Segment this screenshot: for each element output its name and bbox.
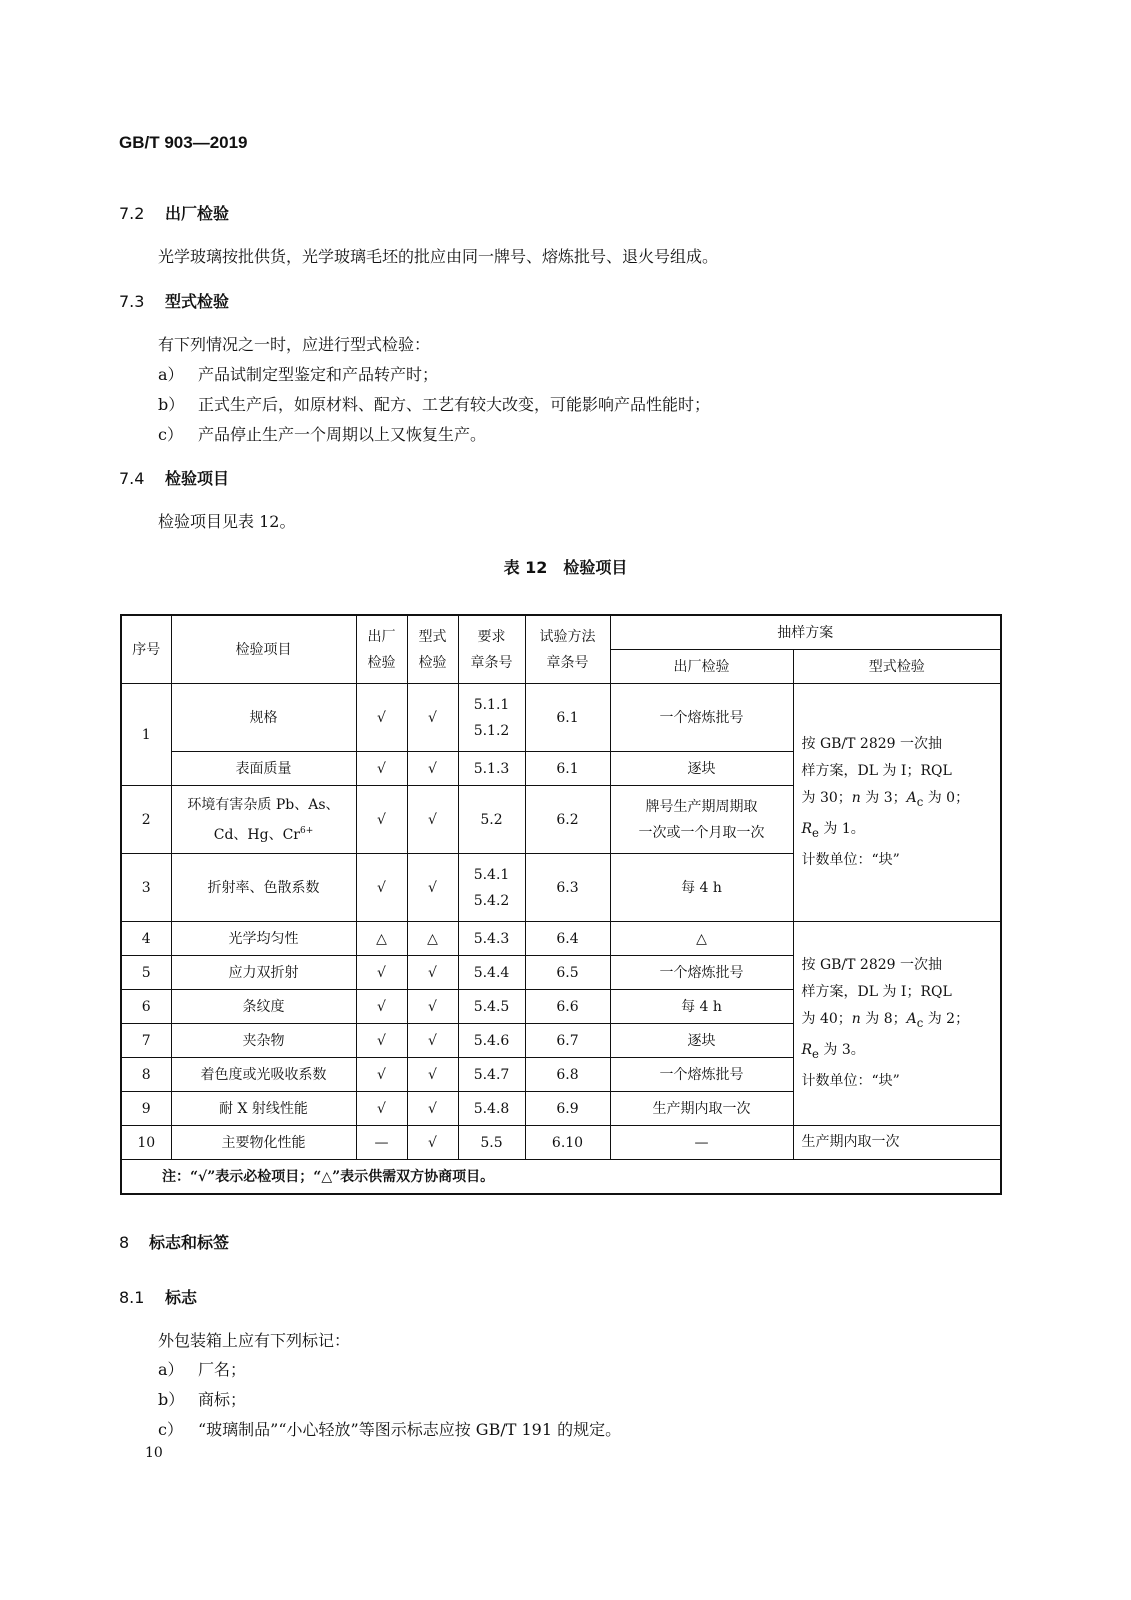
cell-seq: 9	[121, 1092, 171, 1126]
cell-factory: √	[356, 1058, 407, 1092]
cell-item: 光学均匀性	[171, 922, 356, 956]
list-item	[158, 1417, 621, 1440]
cell-item: 条纹度	[171, 990, 356, 1024]
cell-sampling-factory: 每 4 h	[610, 990, 793, 1024]
list-marker: b）	[158, 1390, 185, 1409]
cell-type: √	[407, 786, 458, 854]
sampling-plan-b: 按 GB/T 2829 一次抽 样方案，DL 为 Ⅰ；RQL 为 40；n 为 8；$A_c$ 为 2； $R_e$ 为 3。 计数单位：“块”	[793, 922, 1001, 1126]
cell-sampling-factory: △	[610, 922, 793, 956]
cell-requirement: 5.1.3	[458, 752, 525, 786]
section-7-4-heading	[119, 466, 229, 489]
cell-method: 6.10	[525, 1126, 610, 1160]
cell-method: 6.1	[525, 684, 610, 752]
cell-item: 耐 X 射线性能	[171, 1092, 356, 1126]
cell-type: √	[407, 684, 458, 752]
cell-type: √	[407, 854, 458, 922]
list-text: 产品试制定型鉴定和产品转产时；	[198, 365, 439, 384]
table-row	[121, 922, 1001, 956]
cell-type: √	[407, 1058, 458, 1092]
section-title: 检验项目	[165, 469, 230, 488]
cell-requirement: 5.4.6	[458, 1024, 525, 1058]
header-factory: 出厂 检验	[356, 615, 407, 684]
cell-seq: 2	[121, 786, 171, 854]
cell-requirement: 5.5	[458, 1126, 525, 1160]
standard-number: GB/T 903—2019	[119, 133, 248, 152]
cell-factory: √	[356, 1024, 407, 1058]
list-item	[158, 1357, 246, 1380]
cell-requirement: 5.4.5	[458, 990, 525, 1024]
section-7-4-text: 检验项目见表 12。	[158, 512, 296, 531]
cell-factory: √	[356, 854, 407, 922]
list-item	[158, 392, 710, 415]
cell-method: 6.9	[525, 1092, 610, 1126]
cell-seq: 6	[121, 990, 171, 1024]
cell-requirement: 5.1.1 5.1.2	[458, 684, 525, 752]
list-text: 厂名；	[198, 1360, 247, 1379]
cell-factory: √	[356, 786, 407, 854]
cell-sampling-factory: 生产期内取一次	[610, 1092, 793, 1126]
cell-sampling-factory: —	[610, 1126, 793, 1160]
cell-requirement: 5.4.7	[458, 1058, 525, 1092]
cell-item: 环境有害杂质 Pb、As、 Cd、Hg、$Cr^{6+}$	[171, 786, 356, 854]
cell-method: 6.7	[525, 1024, 610, 1058]
cell-requirement: 5.4.8	[458, 1092, 525, 1126]
cell-requirement: 5.4.3	[458, 922, 525, 956]
cell-sampling-factory: 牌号生产期周期取 一次或一个月取一次	[610, 786, 793, 854]
cell-sampling-factory: 一个熔炼批号	[610, 1058, 793, 1092]
cell-seq: 7	[121, 1024, 171, 1058]
section-number: 7.4	[119, 469, 145, 488]
table-row	[121, 1126, 1001, 1160]
cell-factory: √	[356, 752, 407, 786]
table-row	[121, 684, 1001, 752]
list-marker: c）	[158, 1420, 183, 1439]
inspection-items-table	[120, 614, 1002, 1195]
section-8-1-heading	[119, 1285, 197, 1308]
section-8-heading	[119, 1230, 229, 1253]
cell-requirement: 5.4.1 5.4.2	[458, 854, 525, 922]
cell-seq: 5	[121, 956, 171, 990]
cell-item: 应力双折射	[171, 956, 356, 990]
cell-factory: △	[356, 922, 407, 956]
list-text: 产品停止生产一个周期以上又恢复生产。	[198, 425, 487, 444]
section-7-3-heading	[119, 289, 229, 312]
cell-factory: √	[356, 684, 407, 752]
list-text: “玻璃制品”“小心轻放”等图示标志应按 GB/T 191 的规定。	[198, 1420, 622, 1439]
cell-factory: —	[356, 1126, 407, 1160]
table-note: 注：“√”表示必检项目；“△”表示供需双方协商项目。	[121, 1160, 1001, 1195]
cell-type: √	[407, 1092, 458, 1126]
page-number: 10	[145, 1445, 163, 1461]
cell-seq: 3	[121, 854, 171, 922]
list-item	[158, 422, 486, 445]
cell-item: 规格	[171, 684, 356, 752]
cell-item: 着色度或光吸收系数	[171, 1058, 356, 1092]
section-number: 7.2	[119, 204, 145, 223]
cell-factory: √	[356, 1092, 407, 1126]
cell-requirement: 5.2	[458, 786, 525, 854]
cell-method: 6.3	[525, 854, 610, 922]
cell-type: √	[407, 956, 458, 990]
list-item	[158, 1387, 246, 1410]
header-requirement: 要求 章条号	[458, 615, 525, 684]
cell-item: 折射率、色散系数	[171, 854, 356, 922]
section-number: 8	[119, 1233, 130, 1252]
list-text: 正式生产后，如原材料、配方、工艺有较大改变，可能影响产品性能时；	[198, 395, 711, 414]
cell-seq: 10	[121, 1126, 171, 1160]
cell-method: 6.2	[525, 786, 610, 854]
header-method: 试验方法 章条号	[525, 615, 610, 684]
cell-sampling-factory: 一个熔炼批号	[610, 684, 793, 752]
cell-method: 6.6	[525, 990, 610, 1024]
cell-seq: 8	[121, 1058, 171, 1092]
cell-item: 表面质量	[171, 752, 356, 786]
cell-method: 6.1	[525, 752, 610, 786]
cell-sampling-factory: 逐块	[610, 752, 793, 786]
cell-type: √	[407, 990, 458, 1024]
cell-type: √	[407, 752, 458, 786]
header-item: 检验项目	[171, 615, 356, 684]
cell-factory: √	[356, 956, 407, 990]
cell-type: △	[407, 922, 458, 956]
section-title: 出厂检验	[165, 204, 230, 223]
list-marker: b）	[158, 395, 185, 414]
section-7-2-heading	[119, 201, 229, 224]
cell-sampling-type: 生产期内取一次	[793, 1126, 1001, 1160]
table-caption: 表 12 检验项目	[503, 558, 628, 577]
section-8-1-intro: 外包装箱上应有下列标记：	[158, 1331, 351, 1350]
header-type: 型式 检验	[407, 615, 458, 684]
section-title: 型式检验	[165, 292, 230, 311]
cell-type: √	[407, 1024, 458, 1058]
header-sampling-factory: 出厂检验	[610, 650, 793, 684]
cell-requirement: 5.4.4	[458, 956, 525, 990]
sampling-plan-a: 按 GB/T 2829 一次抽 样方案，DL 为 Ⅰ；RQL 为 30；n 为 3；$A_c$ 为 0； $R_e$ 为 1。 计数单位：“块”	[793, 684, 1001, 922]
cell-item: 主要物化性能	[171, 1126, 356, 1160]
cell-seq: 4	[121, 922, 171, 956]
cell-seq: 1	[121, 684, 171, 786]
section-7-2-text: 光学玻璃按批供货，光学玻璃毛坯的批应由同一牌号、熔炼批号、退火号组成。	[158, 247, 719, 266]
section-title: 标志	[165, 1288, 198, 1307]
list-marker: a）	[158, 1360, 184, 1379]
section-7-3-intro: 有下列情况之一时，应进行型式检验：	[158, 335, 431, 354]
header-sampling-type: 型式检验	[793, 650, 1001, 684]
cell-method: 6.4	[525, 922, 610, 956]
cell-sampling-factory: 逐块	[610, 1024, 793, 1058]
section-title: 标志和标签	[149, 1233, 230, 1252]
cell-item: 夹杂物	[171, 1024, 356, 1058]
cell-method: 6.8	[525, 1058, 610, 1092]
cell-sampling-factory: 一个熔炼批号	[610, 956, 793, 990]
header-seq: 序号	[121, 615, 171, 684]
list-marker: c）	[158, 425, 183, 444]
list-marker: a）	[158, 365, 184, 384]
section-number: 7.3	[119, 292, 145, 311]
cell-sampling-factory: 每 4 h	[610, 854, 793, 922]
cell-type: √	[407, 1126, 458, 1160]
list-text: 商标；	[198, 1390, 247, 1409]
header-sampling: 抽样方案	[610, 615, 1001, 650]
list-item	[158, 362, 438, 385]
cell-factory: √	[356, 990, 407, 1024]
section-number: 8.1	[119, 1288, 145, 1307]
cell-method: 6.5	[525, 956, 610, 990]
